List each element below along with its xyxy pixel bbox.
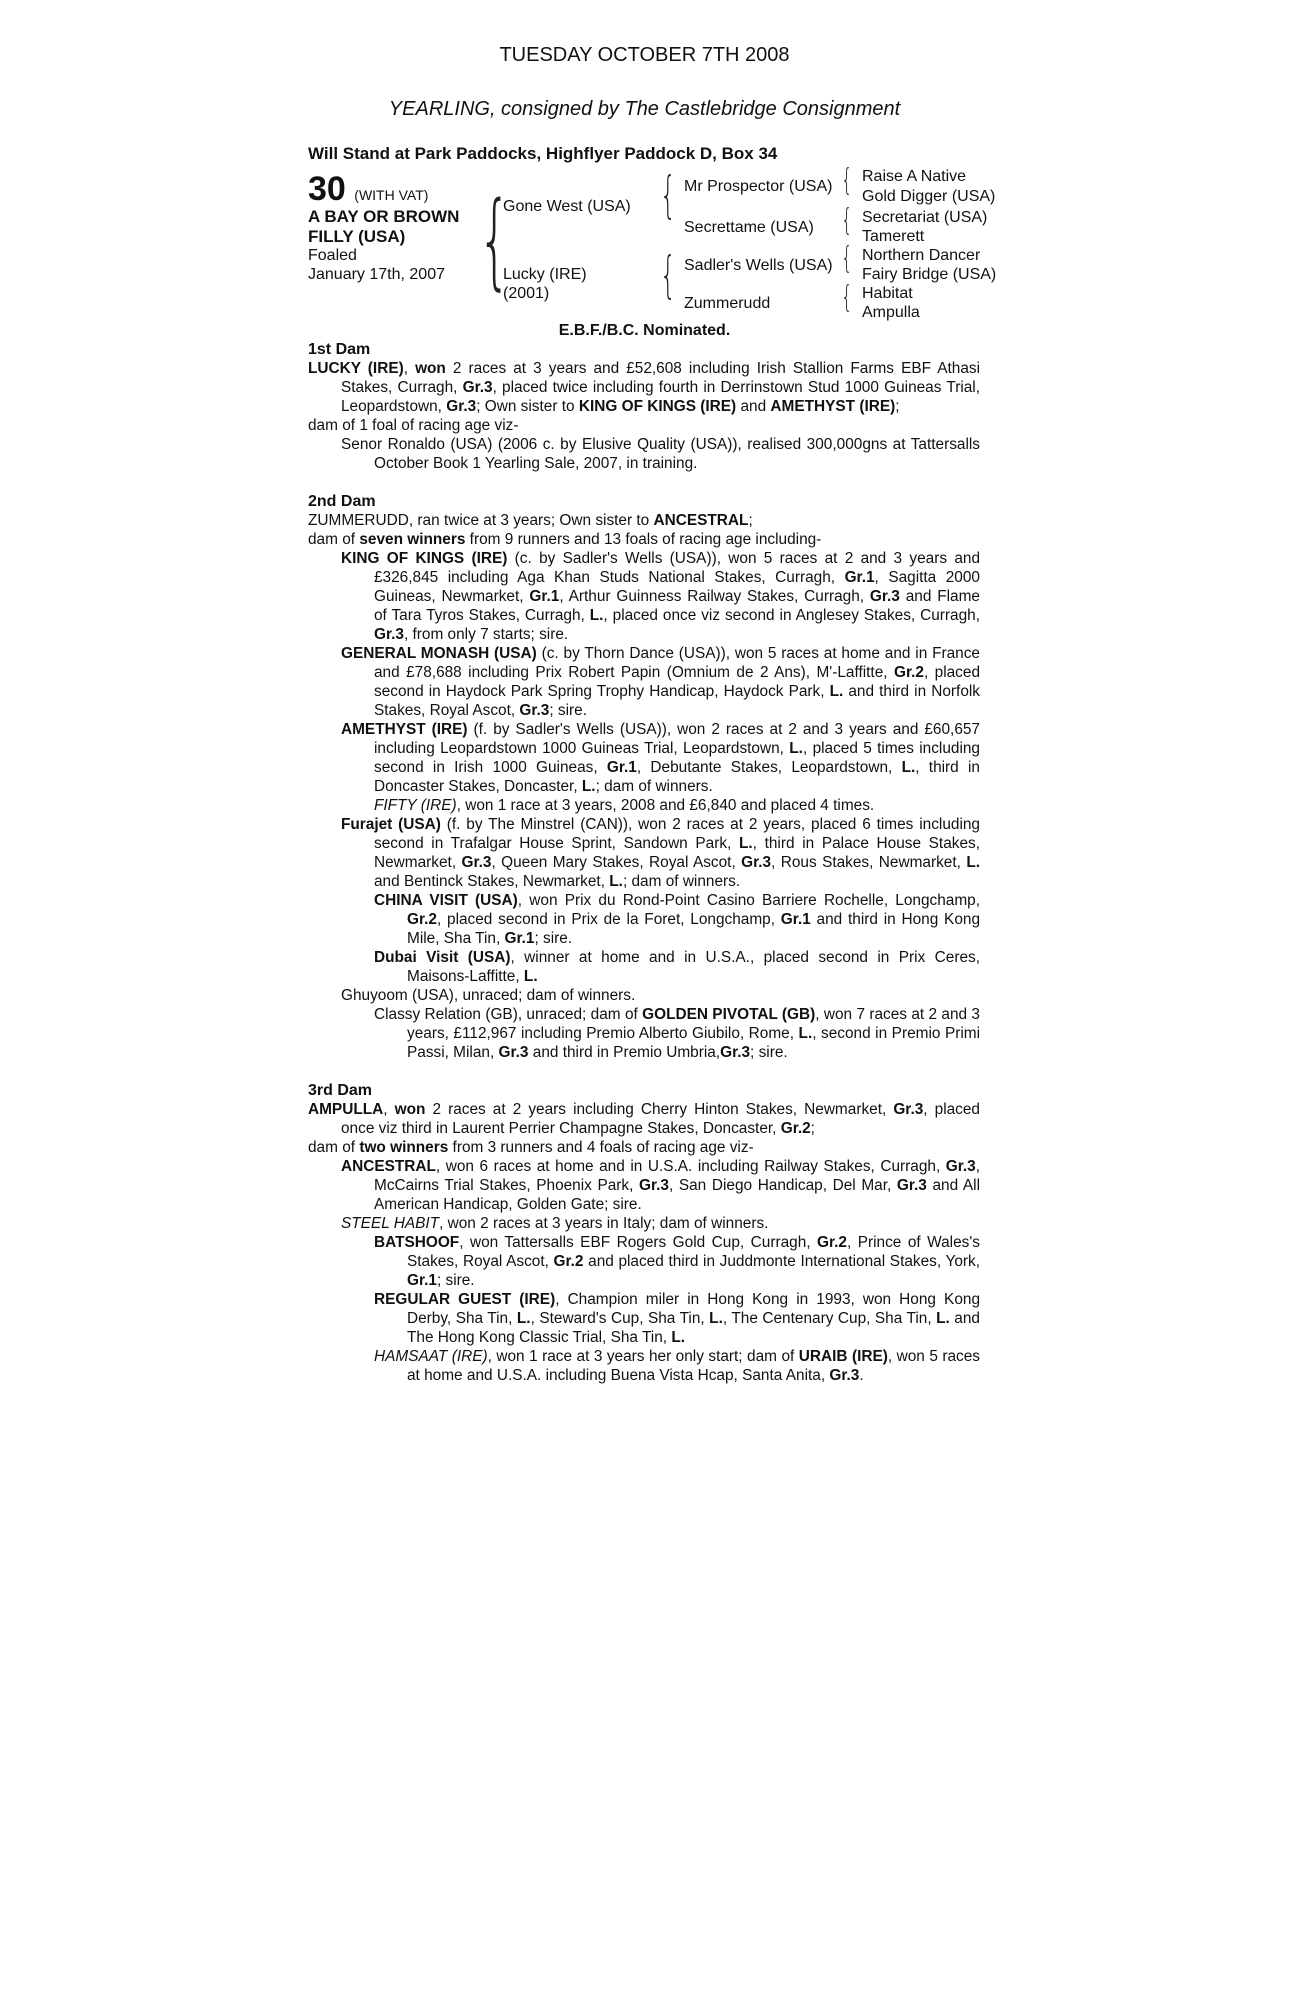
vat-note: (WITH VAT) [354, 187, 429, 203]
pedigree-brace-gen1: { [478, 179, 512, 301]
pedigree-body [308, 340, 980, 1385]
pedigree-entry: LUCKY (IRE), won 2 races at 3 years and £52,608 including Irish Stallion Farms EBF Athasi Stakes, Curragh, Gr.3, placed twice including fourth in Derrinstown Stud 1000 Guineas Trial, Leopardstown, Gr.3; Own sister to KING OF KINGS (IRE) and AMETHYST (IRE); [308, 360, 980, 415]
pedigree-dam-dam: Zummerudd [684, 295, 771, 312]
pedigree-entry: GENERAL MONASH (USA) (c. by Thorn Dance (USA)), won 5 races at home and in France and £78,688 including Prix Robert Papin (Omnium de 2 Ans), M'-Laffitte, Gr.2, placed second in Haydock Park Spring Trophy Handicap, Haydock Park, L. and third in Norfolk Stakes, Royal Ascot, Gr.3; sire. [341, 645, 980, 719]
pedigree-entry: BATSHOOF, won Tattersalls EBF Rogers Gold Cup, Curragh, Gr.2, Prince of Wales's Stakes, Royal Ascot, Gr.2 and placed third in Juddmonte International Stakes, York, Gr.1; sire. [374, 1234, 981, 1289]
pedigree-dss: Northern Dancer [862, 247, 981, 264]
lot-number-block [308, 170, 428, 209]
section-gap [308, 1062, 980, 1081]
section-heading: 1st Dam [308, 341, 371, 358]
stand-location: Will Stand at Park Paddocks, Highflyer Paddock D, Box 34 [308, 144, 778, 163]
pedigree-sds: Secretariat (USA) [862, 209, 988, 226]
pedigree-entry: CHINA VISIT (USA), won Prix du Rond-Point Casino Barriere Rochelle, Longchamp, Gr.2, placed second in Prix de la Foret, Longchamp, Gr.1 and third in Hong Kong Mile, Sha Tin, Gr.1; sire. [374, 892, 981, 947]
pedigree-dds: Habitat [862, 285, 913, 302]
pedigree-entry: AMPULLA, won 2 races at 2 years including Cherry Hinton Stakes, Newmarket, Gr.3, placed once viz third in Laurent Perrier Champagne Stakes, Doncaster, Gr.2; [308, 1101, 980, 1137]
pedigree-brace-ds: { [841, 241, 853, 276]
pedigree-entry: Dubai Visit (USA), winner at home and in U.S.A., placed second in Prix Ceres, Maisons-Laffitte, L. [374, 949, 980, 985]
pedigree-dam-sire: Sadler's Wells (USA) [684, 257, 833, 274]
pedigree-entry: KING OF KINGS (IRE) (c. by Sadler's Wells (USA)), won 5 races at 2 and 3 years and £326,845 including Aga Khan Studs National Stakes, Curragh, Gr.1, Sagitta 2000 Guineas, Newmarket, Gr.1, Arthur Guinness Railway Stakes, Curragh, Gr.3 and Flame of Tara Tyros Stakes, Curragh, L., placed once viz second in Anglesey Stakes, Curragh, Gr.3, from only 7 starts; sire. [341, 550, 980, 643]
pedigree-entry: STEEL HABIT, won 2 races at 3 years in Italy; dam of winners. [341, 1215, 769, 1232]
pedigree-entry: dam of seven winners from 9 runners and 13 foals of racing age including- [308, 531, 822, 548]
pedigree-entry: Classy Relation (GB), unraced; dam of GOLDEN PIVOTAL (GB), won 7 races at 2 and 3 years, £112,967 including Premio Alberto Giubilo, Rome, L., second in Premio Primi Passi, Milan, Gr.3 and third in Premio Umbria,Gr.3; sire. [374, 1006, 980, 1061]
pedigree-sire-sire: Mr Prospector (USA) [684, 178, 833, 195]
pedigree-entry: Furajet (USA) (f. by The Minstrel (CAN)), won 2 races at 2 years, placed 6 times including second in Trafalgar House Sprint, Sandown Park, L., third in Palace House Stakes, Newmarket, Gr.3, Queen Mary Stakes, Royal Ascot, Gr.3, Rous Stakes, Newmarket, L. and Bentinck Stakes, Newmarket, L.; dam of winners. [341, 816, 980, 890]
pedigree-dam-year: (2001) [503, 285, 550, 302]
pedigree-sss: Raise A Native [862, 168, 967, 185]
horse-description-line2: FILLY (USA) [308, 227, 406, 246]
lot-number: 30 [308, 170, 346, 208]
nomination-note: E.B.F./B.C. Nominated. [558, 322, 731, 339]
consignment-line: YEARLING, consigned by The Castlebridge Consignment [388, 98, 901, 120]
foaled-date: January 17th, 2007 [308, 266, 445, 283]
section-gap [308, 473, 980, 492]
horse-description-line1: A BAY OR BROWN [308, 207, 460, 226]
pedigree-entry: Senor Ronaldo (USA) (2006 c. by Elusive Quality (USA)), realised 300,000gns at Tattersalls October Book 1 Yearling Sale, 2007, in training. [341, 436, 980, 472]
foaled-label: Foaled [308, 247, 357, 264]
pedigree-dsd: Fairy Bridge (USA) [862, 266, 997, 283]
section-heading: 2nd Dam [308, 493, 376, 510]
sale-date: TUESDAY OCTOBER 7TH 2008 [499, 44, 790, 66]
pedigree-entry: REGULAR GUEST (IRE), Champion miler in Hong Kong in 1993, won Hong Kong Derby, Sha Tin, L., Steward's Cup, Sha Tin, L., The Centenary Cup, Sha Tin, L. and The Hong Kong Classic Trial, Sha Tin, L. [374, 1291, 981, 1346]
pedigree-brace-sd: { [841, 203, 853, 238]
pedigree-ddd: Ampulla [862, 304, 920, 321]
pedigree-entry: ZUMMERUDD, ran twice at 3 years; Own sister to ANCESTRAL; [308, 512, 753, 529]
pedigree-brace-sire: { [660, 166, 676, 224]
pedigree-entry: dam of two winners from 3 runners and 4 foals of racing age viz- [308, 1139, 754, 1156]
pedigree-brace-dam: { [660, 246, 676, 304]
pedigree-sire-dam: Secrettame (USA) [684, 219, 814, 236]
section-heading: 3rd Dam [308, 1082, 373, 1099]
pedigree-sdd: Tamerett [862, 228, 925, 245]
pedigree-ssd: Gold Digger (USA) [862, 188, 996, 205]
foaled-block [308, 246, 445, 284]
pedigree-entry: ANCESTRAL, won 6 races at home and in U.S.A. including Railway Stakes, Curragh, Gr.3, McCairns Trial Stakes, Phoenix Park, Gr.3, San Diego Handicap, Del Mar, Gr.3 and All American Handicap, Golden Gate; sire. [341, 1158, 980, 1213]
pedigree-entry: Ghuyoom (USA), unraced; dam of winners. [341, 987, 636, 1004]
pedigree-entry: AMETHYST (IRE) (f. by Sadler's Wells (USA)), won 2 races at 2 and 3 years and £60,657 including Leopardstown 1000 Guineas Trial, Leopardstown, L., placed 5 times including second in Irish 1000 Guineas, Gr.1, Debutante Stakes, Leopardstown, L., third in Doncaster Stakes, Doncaster, L.; dam of winners. [341, 721, 980, 795]
pedigree-brace-dd: { [841, 280, 853, 315]
pedigree-entry: FIFTY (IRE), won 1 race at 3 years, 2008 and £6,840 and placed 4 times. [374, 797, 875, 814]
horse-description [308, 207, 459, 247]
pedigree-brace-ss: { [841, 163, 853, 198]
pedigree-sire: Gone West (USA) [503, 198, 631, 215]
pedigree-entry: HAMSAAT (IRE), won 1 race at 3 years her only start; dam of URAIB (IRE), won 5 races at home and U.S.A. including Buena Vista Hcap, Santa Anita, Gr.3. [374, 1348, 980, 1384]
pedigree-entry: dam of 1 foal of racing age viz- [308, 417, 519, 434]
pedigree-dam: Lucky (IRE) [503, 266, 587, 283]
